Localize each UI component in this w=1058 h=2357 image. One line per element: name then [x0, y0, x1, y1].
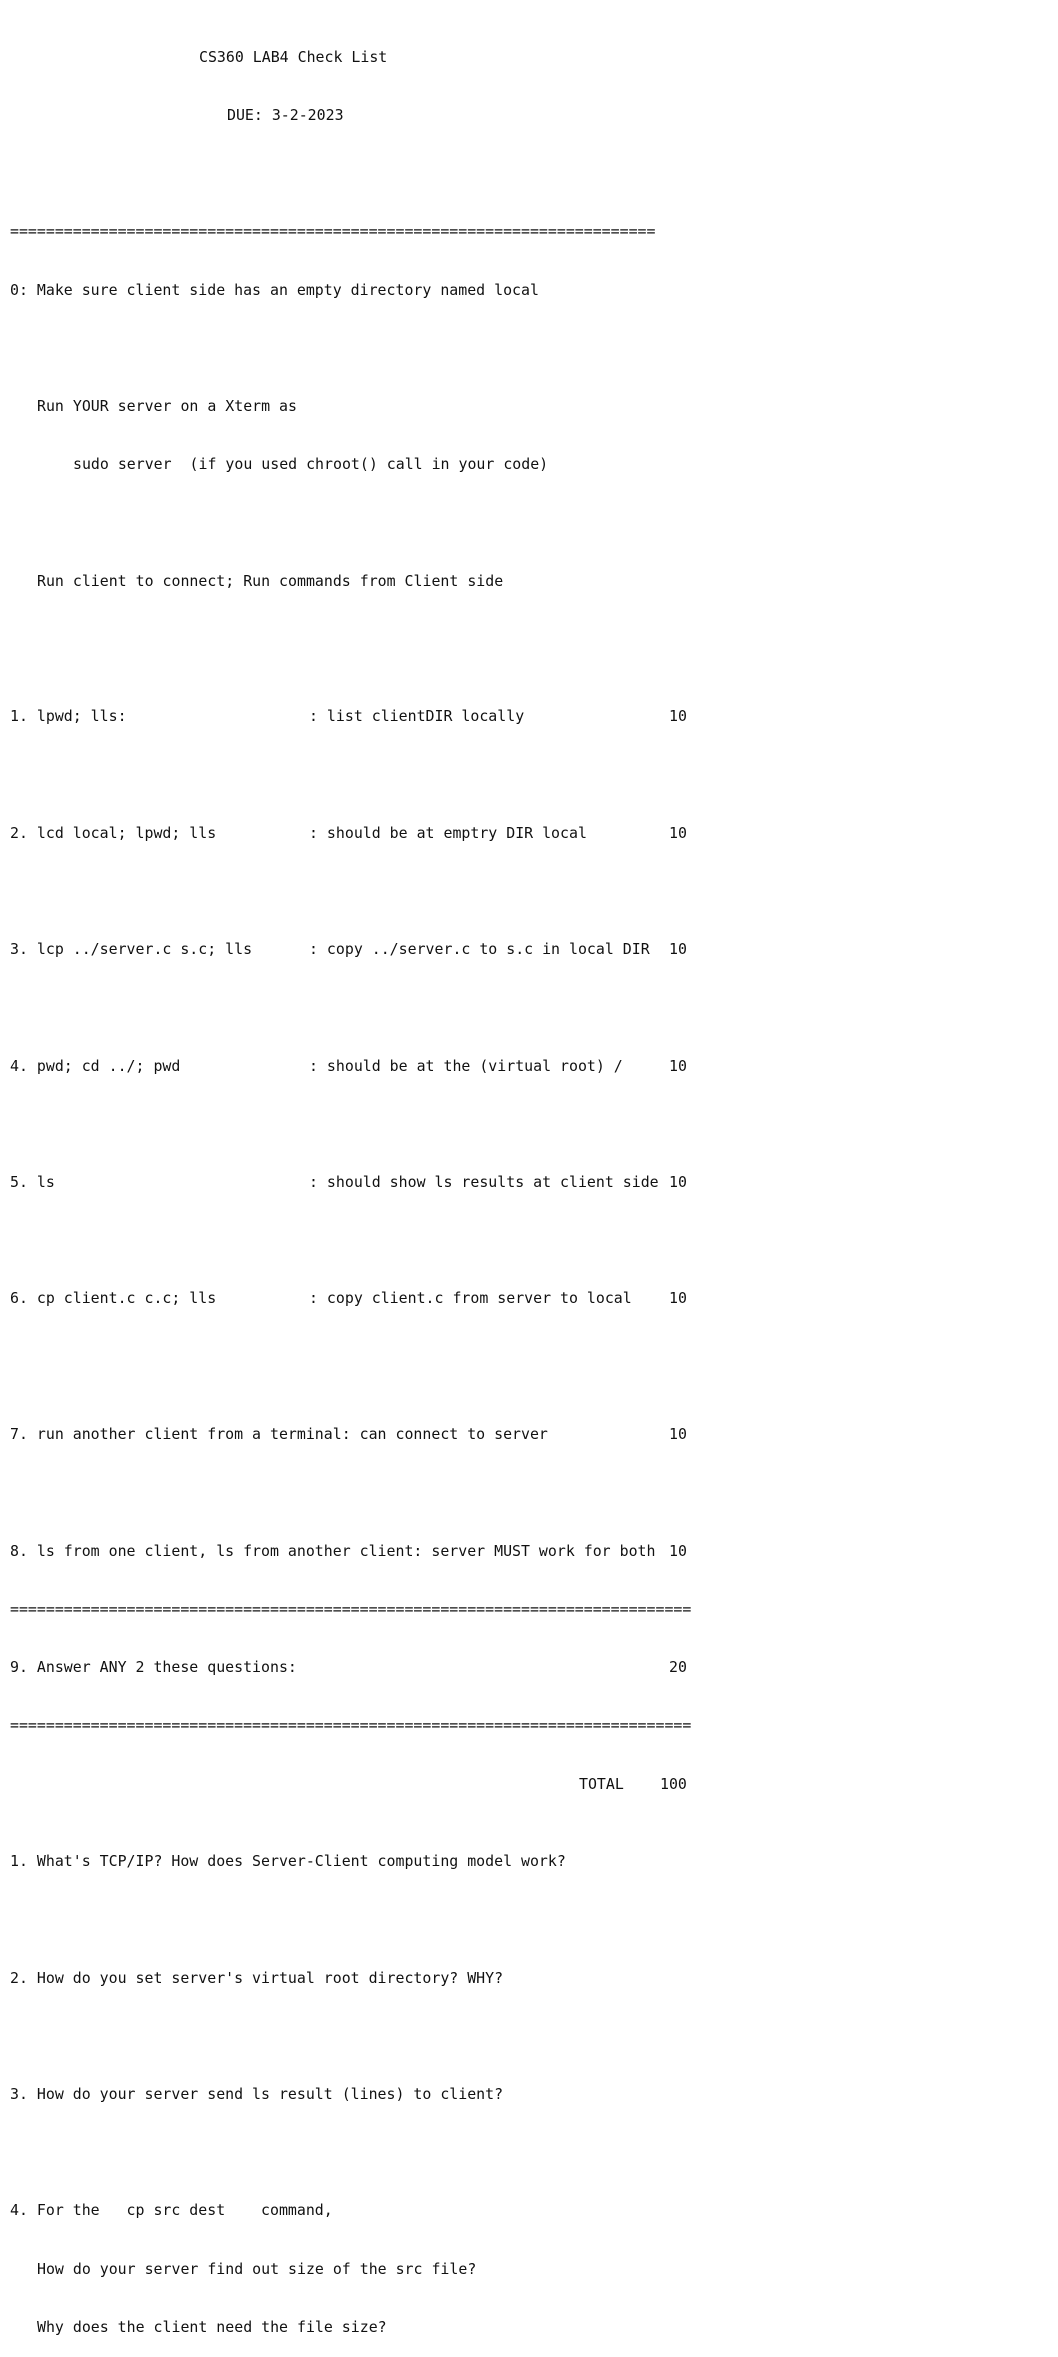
item-points: 10: [669, 1289, 687, 1308]
due-date: DUE: 3-2-2023: [227, 106, 344, 125]
item-points: 10: [669, 707, 687, 726]
item-command: 2. lcd local; lpwd; lls: [10, 823, 217, 842]
blank-line: [10, 1484, 706, 1503]
item-command: 5. ls: [10, 1173, 55, 1192]
total-row: [10, 1775, 706, 1794]
sudo-server-line: sudo server (if you used chroot() call in your code): [73, 455, 549, 474]
blank-line: [10, 1910, 706, 1929]
question-4-line-2: How do your server find out size of the src file?: [37, 2259, 477, 2278]
question-3: 3. How do your server send ls result (lines) to client?: [10, 2084, 504, 2103]
blank-line: [10, 164, 706, 183]
blank-line: [10, 882, 706, 901]
question-1: 1. What's TCP/IP? How does Server-Client computing model work?: [10, 1852, 566, 1871]
item-command: 1. lpwd; lls:: [10, 707, 127, 726]
item-description: : should be at the (virtual root) /: [309, 1056, 623, 1075]
item-description: : copy client.c from server to local: [309, 1289, 632, 1308]
blank-line: [10, 630, 706, 649]
checklist-item: [10, 1289, 706, 1308]
checklist-document: [10, 9, 706, 2357]
item9-points: 20: [669, 1658, 687, 1677]
checklist-item-7: [10, 1425, 706, 1444]
blank-line: [10, 766, 706, 785]
checklist-item-8: [10, 1542, 706, 1561]
separator-mid: ============================================================================: [10, 1599, 692, 1618]
item9-text: 9. Answer ANY 2 these questions:: [10, 1658, 297, 1677]
checklist-item: [10, 824, 706, 843]
item-points: 10: [669, 823, 687, 842]
item-command: 6. cp client.c c.c; lls: [10, 1289, 217, 1308]
checklist-item: [10, 940, 706, 959]
checklist-item-9: [10, 1658, 706, 1677]
total-label: TOTAL: [579, 1774, 624, 1793]
item-description: : should show ls results at client side: [309, 1173, 659, 1192]
blank-line: [10, 339, 706, 358]
blank-line: [10, 2143, 706, 2162]
blank-line: [10, 1115, 706, 1134]
checklist-item: [10, 707, 706, 726]
item-description: : should be at emptry DIR local: [309, 823, 587, 842]
total-value: 100: [660, 1774, 687, 1793]
blank-line: [10, 998, 706, 1017]
question-4-line-3: Why does the client need the file size?: [37, 2317, 387, 2336]
run-client-line: Run client to connect; Run commands from Client side: [37, 571, 504, 590]
run-server-line: Run YOUR server on a Xterm as: [37, 397, 297, 416]
item-command: 4. pwd; cd ../; pwd: [10, 1056, 181, 1075]
item-points: 10: [669, 1056, 687, 1075]
blank-line: [10, 513, 706, 532]
item8-points: 10: [669, 1541, 687, 1560]
item-points: 10: [669, 940, 687, 959]
separator-bottom: ============================================================================: [10, 1716, 692, 1735]
blank-line: [10, 1231, 706, 1250]
item-points: 10: [669, 1173, 687, 1192]
item-description: : list clientDIR locally: [309, 707, 525, 726]
item-description: : copy ../server.c to s.c in local DIR: [309, 940, 650, 959]
item7-text: 7. run another client from a terminal: can connect to server: [10, 1425, 548, 1444]
step0-line: 0: Make sure client side has an empty directory named local: [10, 280, 539, 299]
blank-line: [10, 1348, 706, 1367]
separator-top: ========================================================================: [10, 222, 656, 241]
document-title: CS360 LAB4 Check List: [199, 47, 388, 66]
blank-line: [10, 2027, 706, 2046]
checklist-item: [10, 1173, 706, 1192]
item7-points: 10: [669, 1425, 687, 1444]
checklist-item: [10, 1057, 706, 1076]
question-4-line-1: 4. For the cp src dest command,: [10, 2201, 333, 2220]
question-2: 2. How do you set server's virtual root directory? WHY?: [10, 1968, 504, 1987]
item-command: 3. lcp ../server.c s.c; lls: [10, 940, 253, 959]
item8-text: 8. ls from one client, ls from another client: server MUST work for both: [10, 1541, 656, 1560]
